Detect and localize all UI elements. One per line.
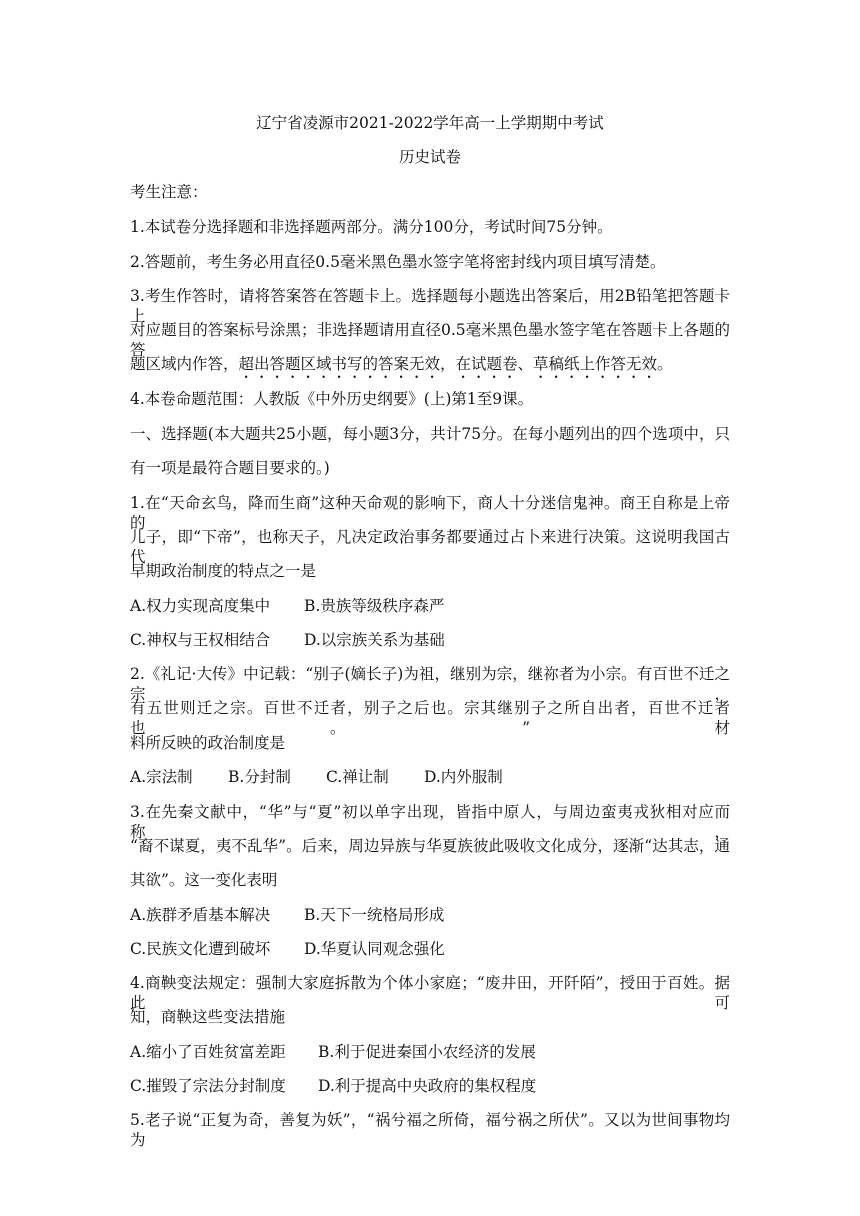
option-row	[130, 905, 444, 925]
option-row	[130, 596, 444, 616]
section-heading: 一、选择题(本大题共25小题，每小题3分，共计75分。在每小题列出的四个选项中，只	[130, 425, 730, 443]
section-heading: 有一项是最符合题目要求的。)	[130, 459, 330, 477]
option-d: D.华夏认同观念强化	[304, 940, 445, 958]
notice-line: 2.答题前，考生务必用直径0.5毫米黑色墨水签字笔将密封线内项目填写清楚。	[130, 253, 666, 271]
question-stem: 其欲”。这一变化表明	[130, 871, 278, 889]
notice-line	[130, 354, 673, 382]
option-d: D.以宗族关系为基础	[304, 631, 445, 649]
option-row	[130, 1042, 536, 1062]
question-stem: 4.商鞅变法规定：强制大家庭拆散为个体小家庭；“废井田，开阡陌”，授田于百姓。据此可	[130, 974, 730, 1012]
exam-subtitle: 历史试卷	[398, 148, 461, 166]
option-d: D.利于提高中央政府的集权程度	[318, 1077, 537, 1095]
notice-line: 4.本卷命题范围：人教版《中外历史纲要》(上)第1至9课。	[130, 390, 534, 408]
option-b: B.利于促进秦国小农经济的发展	[318, 1043, 536, 1061]
option-a: A.宗法制	[130, 768, 193, 786]
option-row	[130, 939, 445, 959]
option-a: A.族群矛盾基本解决	[130, 906, 271, 924]
option-a: A.权力实现高度集中	[130, 597, 271, 615]
option-b: B.天下一统格局形成	[304, 906, 445, 924]
option-b: B.分封制	[228, 768, 291, 786]
option-row	[130, 767, 503, 787]
question-stem: 1.在“天命玄鸟，降而生商”这种天命观的影响下，商人十分迷信鬼神。商王自称是上帝的	[130, 494, 730, 532]
question-stem: “裔不谋夏，夷不乱华”。后来，周边异族与华夏族彼此吸收文化成分，逐渐“达其志，通	[130, 837, 730, 855]
option-c: C.民族文化遭到破坏	[130, 940, 271, 958]
notice-line: 3.考生作答时，请将答案答在答题卡上。选择题每小题选出答案后，用2B铅笔把答题卡上	[130, 287, 730, 325]
question-stem: 2.《礼记·大传》中记载：“别子(嫡长子)为祖，继别为宗，继祢者为小宗。有百世不迁之宗，	[130, 665, 730, 703]
notice-text: 题区域内作答，	[130, 355, 239, 373]
option-row	[130, 630, 445, 650]
exam-title: 辽宁省凌源市2021-2022学年高一上学期期中考试	[256, 114, 604, 132]
notice-heading: 考生注意：	[130, 183, 208, 201]
option-a: A.缩小了百姓贫富差距	[130, 1043, 286, 1061]
option-b: B.贵族等级秩序森严	[304, 597, 445, 615]
notice-emphasis: 超出答题区域书写的答案无效，在试题卷、草稿纸上作答无效。	[238, 355, 673, 373]
option-c: C.摧毁了宗法分封制度	[130, 1077, 286, 1095]
notice-line: 对应题目的答案标号涂黑；非选择题请用直径0.5毫米黑色墨水签字笔在答题卡上各题的答	[130, 321, 730, 359]
option-c: C.神权与王权相结合	[130, 631, 271, 649]
question-stem: 知，商鞅这些变法措施	[130, 1008, 286, 1026]
option-c: C.禅让制	[326, 768, 389, 786]
question-stem: 有五世则迁之宗。百世不迁者，别子之后也。宗其继别子之所自出者，百世不迁者也。”材	[130, 699, 730, 737]
notice-line: 1.本试卷分选择题和非选择题两部分。满分100分，考试时间75分钟。	[130, 218, 613, 236]
question-stem: 料所反映的政治制度是	[130, 734, 286, 752]
option-d: D.内外服制	[424, 768, 503, 786]
question-stem: 5.老子说“正复为奇，善复为妖”，“祸兮福之所倚，福兮祸之所伏”。又以为世间事物均为	[130, 1111, 730, 1149]
question-stem: 儿子，即“下帝”，也称天子，凡决定政治事务都要通过占卜来进行决策。这说明我国古代	[130, 528, 730, 566]
question-stem: 3.在先秦文献中，“华”与“夏”初以单字出现，皆指中原人，与周边蛮夷戎狄相对应而称，	[130, 803, 730, 841]
question-stem: 早期政治制度的特点之一是	[130, 562, 317, 580]
option-row	[130, 1076, 536, 1096]
